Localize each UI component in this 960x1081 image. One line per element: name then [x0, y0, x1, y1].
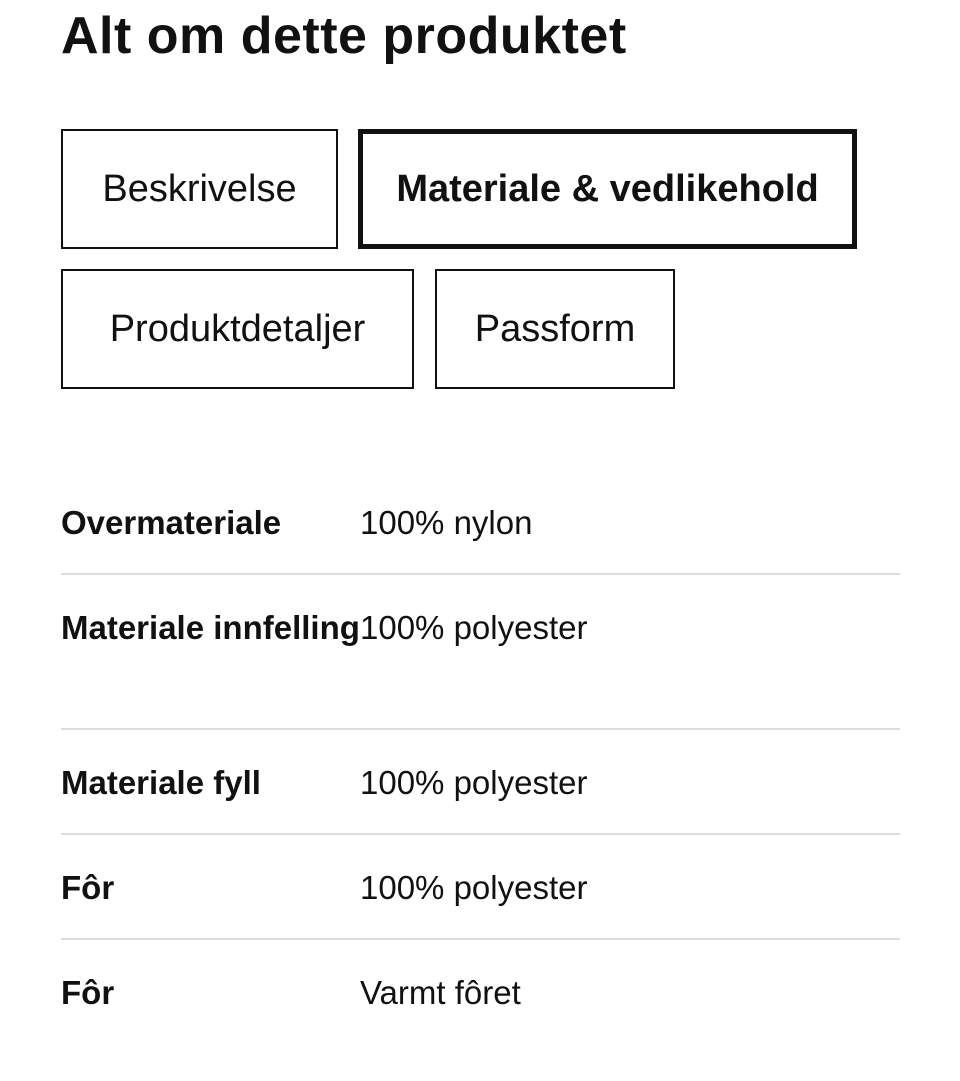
spec-label: Fôr	[61, 974, 115, 1011]
spec-value: Varmt fôret	[360, 974, 521, 1011]
tab-materiale-vedlikehold[interactable]: Materiale & vedlikehold	[358, 129, 857, 249]
spec-label: Materiale innfelling	[61, 609, 360, 646]
spec-row	[61, 470, 900, 575]
spec-value: 100% polyester	[360, 609, 588, 646]
spec-label: Materiale fyll	[61, 764, 261, 801]
page-title: Alt om dette produktet	[61, 7, 627, 65]
spec-row	[61, 940, 900, 1045]
spec-row	[61, 730, 900, 835]
spec-row	[61, 575, 900, 730]
spec-row	[61, 835, 900, 940]
spec-value: 100% polyester	[360, 764, 588, 801]
tab-beskrivelse[interactable]: Beskrivelse	[61, 129, 338, 249]
material-spec-table	[61, 470, 900, 1045]
spec-value: 100% nylon	[360, 504, 533, 541]
spec-value: 100% polyester	[360, 869, 588, 906]
spec-label: Overmateriale	[61, 504, 282, 541]
tab-passform[interactable]: Passform	[435, 269, 675, 389]
tab-produktdetaljer[interactable]: Produktdetaljer	[61, 269, 414, 389]
spec-label: Fôr	[61, 869, 115, 906]
